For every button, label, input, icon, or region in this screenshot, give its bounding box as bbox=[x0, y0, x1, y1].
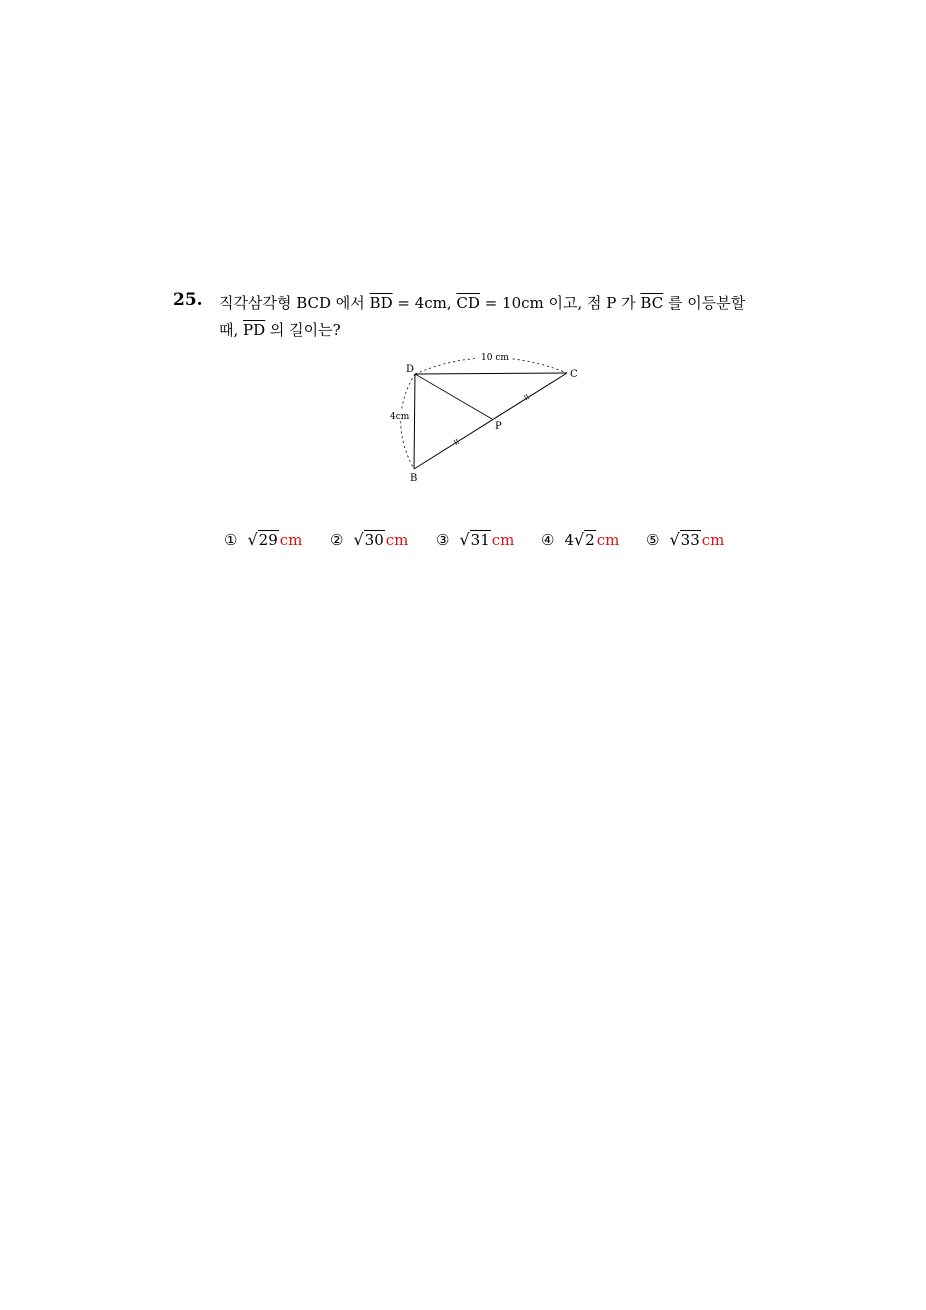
question-line2-prefix: 때, bbox=[219, 321, 244, 339]
unit-label: cm bbox=[701, 531, 725, 549]
question-number: 25. bbox=[173, 290, 203, 310]
segment-bd: $\overline{BD}$ bbox=[369, 294, 393, 312]
label-d: D bbox=[406, 364, 415, 375]
radicand: 31 bbox=[470, 531, 490, 549]
unit-label: cm bbox=[279, 531, 303, 549]
unit-label: cm bbox=[596, 531, 620, 549]
question-line1-prefix: 직각삼각형 BCD 에서 bbox=[219, 294, 370, 312]
sqrt-expression: √31 bbox=[459, 530, 490, 549]
question-line2-suffix: 의 길이는? bbox=[265, 321, 341, 339]
choice-3[interactable] bbox=[436, 530, 514, 549]
label-b: B bbox=[410, 473, 418, 484]
side-dc bbox=[415, 373, 567, 374]
segment-cd: $\overline{CD}$ bbox=[456, 294, 480, 312]
unit-label: cm bbox=[385, 531, 409, 549]
sqrt-expression: √29 bbox=[247, 530, 278, 549]
label-4cm: 4cm bbox=[390, 412, 410, 422]
segment-bc: $\overline{BC}$ bbox=[640, 294, 664, 312]
radicand: 33 bbox=[680, 531, 700, 549]
choice-mark: ② bbox=[330, 531, 344, 549]
segment-pd: $\overline{PD}$ bbox=[243, 321, 266, 339]
answer-choices bbox=[224, 530, 744, 554]
equation-cd: = 10cm 이고, 점 P 가 bbox=[479, 294, 641, 312]
label-10cm: 10 cm bbox=[481, 353, 509, 363]
triangle-figure bbox=[385, 348, 585, 488]
choice-2[interactable] bbox=[330, 530, 408, 549]
label-c: C bbox=[570, 369, 578, 380]
choice-mark: ① bbox=[224, 531, 238, 549]
sqrt-expression: √2 bbox=[574, 530, 595, 549]
choice-mark: ④ bbox=[541, 531, 555, 549]
equation-bd: = 4cm, bbox=[392, 294, 457, 312]
choice-5[interactable] bbox=[646, 530, 724, 549]
side-bc bbox=[414, 373, 567, 469]
coefficient: 4 bbox=[564, 531, 574, 549]
choice-mark: ③ bbox=[436, 531, 450, 549]
unit-label: cm bbox=[491, 531, 515, 549]
choice-4[interactable] bbox=[541, 530, 619, 549]
label-p: P bbox=[495, 421, 502, 432]
radicand: 2 bbox=[585, 531, 595, 549]
side-db bbox=[414, 374, 415, 469]
radicand: 29 bbox=[258, 531, 278, 549]
choice-1[interactable] bbox=[224, 530, 302, 549]
segment-dp bbox=[415, 374, 492, 419]
question-text bbox=[219, 290, 759, 344]
choice-mark: ⑤ bbox=[646, 531, 660, 549]
sqrt-expression: √30 bbox=[353, 530, 384, 549]
sqrt-expression: √33 bbox=[669, 530, 700, 549]
question-line1-suffix: 를 이등분할 bbox=[663, 294, 746, 312]
radicand: 30 bbox=[364, 531, 384, 549]
